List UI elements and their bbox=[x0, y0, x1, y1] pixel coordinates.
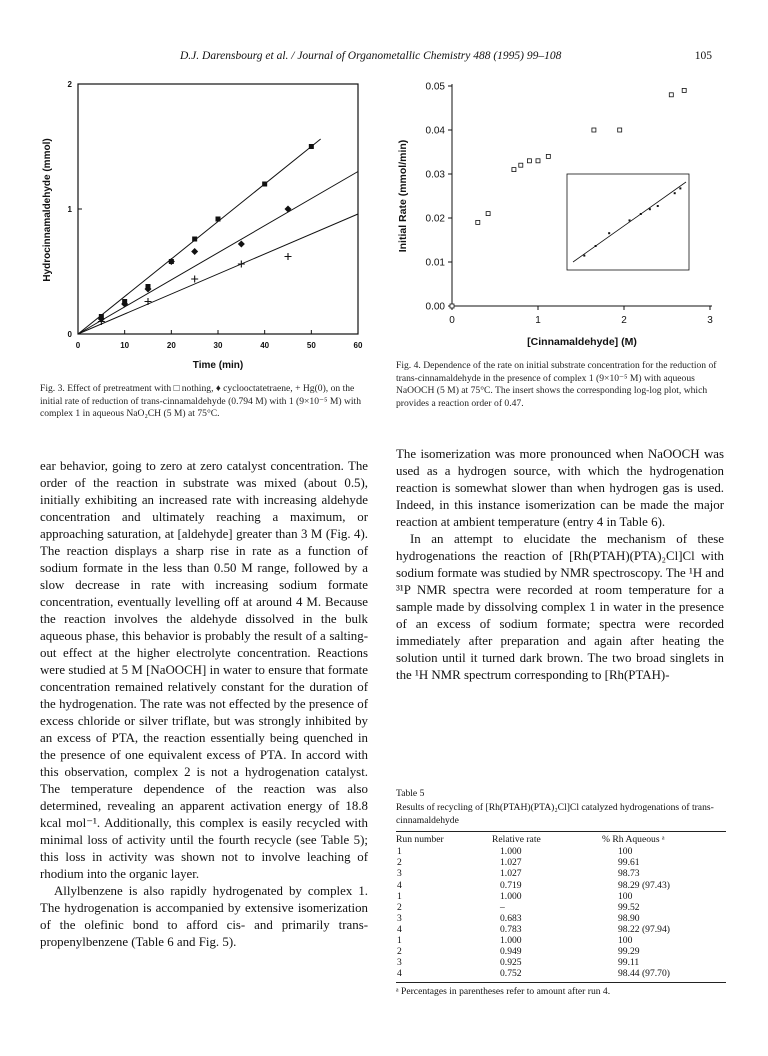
cell-rate: 1.000 bbox=[500, 934, 522, 946]
fig3-ticks bbox=[68, 80, 363, 350]
fig4-xtick-label: 0 bbox=[449, 315, 455, 326]
table-row bbox=[396, 957, 726, 968]
fig4-point bbox=[618, 128, 622, 132]
cell-rh: 99.52 bbox=[618, 901, 640, 913]
fig4-point bbox=[546, 154, 550, 158]
fig3-xtick-label: 0 bbox=[75, 341, 81, 350]
table-row bbox=[396, 880, 726, 891]
fig4-ytick-label: 0.01 bbox=[425, 257, 445, 269]
cell-rate: 0.925 bbox=[500, 957, 522, 969]
table5-col-rate: Relative rate bbox=[492, 833, 541, 845]
fig4-xtick-label: 2 bbox=[621, 315, 627, 326]
table-row bbox=[396, 968, 726, 979]
cell-run: 2 bbox=[397, 901, 402, 913]
fig4-inset-point bbox=[583, 255, 585, 257]
fig3-fit-line-square bbox=[78, 139, 321, 334]
table5-grid bbox=[396, 832, 726, 979]
table-row bbox=[396, 846, 726, 857]
cell-run: 3 bbox=[397, 868, 402, 880]
fig4-point bbox=[512, 168, 516, 172]
cell-rh: 99.61 bbox=[618, 857, 640, 869]
table5-footnote: ᵃ Percentages in parentheses refer to amount after run 4. bbox=[396, 986, 611, 998]
fig4-inset bbox=[567, 174, 689, 270]
cell-run: 1 bbox=[397, 846, 402, 858]
right-paragraph-1: The isomerization was more pronounced when NaOOCH was used as a hydrogen source, with which the hydrogenation reaction is somewhat slower than when hydrogen gas is used. Indeed, in this instance isomerization can be made the major reaction at ambient temperature (entry 4 in Table 6). bbox=[396, 447, 724, 529]
fig3-fit-line-plus bbox=[78, 214, 358, 334]
fig4-inset-point bbox=[657, 205, 659, 207]
fig3-xtick-label: 20 bbox=[166, 341, 176, 350]
cell-run: 3 bbox=[397, 912, 402, 924]
cell-rh: 98.90 bbox=[618, 912, 640, 924]
cell-rate: 1.027 bbox=[500, 857, 522, 869]
cell-run: 1 bbox=[397, 934, 402, 946]
fig3-point-diamond bbox=[191, 248, 198, 255]
fig4-ytick-label: 0.05 bbox=[425, 81, 445, 93]
cell-run: 4 bbox=[397, 968, 402, 980]
fig3-ytick-label: 0 bbox=[67, 330, 72, 339]
fig3-xtick-label: 30 bbox=[213, 341, 223, 350]
fig3-ylabel: Hydrocinnamaldehyde (mmol) bbox=[42, 138, 53, 282]
fig4-xtick-label: 1 bbox=[535, 315, 541, 326]
cell-run: 2 bbox=[397, 857, 402, 869]
fig4-inset-point bbox=[608, 232, 610, 234]
fig3-point-plus bbox=[191, 276, 198, 283]
cell-rh: 98.22 (97.94) bbox=[618, 923, 670, 935]
cell-rate: 0.949 bbox=[500, 946, 522, 958]
left-paragraph-2: Allylbenzene is also rapidly hydrogenated by complex 1. The hydrogenation is accompanied by extensive isomerization of the olefinic bond to afford cis- and primarily trans-propenylbenzene (Table 6 and Fig. 5). bbox=[40, 884, 368, 949]
fig3-xtick-label: 10 bbox=[120, 341, 130, 350]
fig4-point bbox=[669, 93, 673, 97]
fig4-point bbox=[519, 163, 523, 167]
fig3-point-diamond bbox=[238, 241, 245, 248]
cell-rh: 99.29 bbox=[618, 946, 640, 958]
table-row bbox=[396, 946, 726, 957]
cell-rh: 99.11 bbox=[618, 957, 640, 969]
cell-run: 4 bbox=[397, 879, 402, 891]
fig4-inset-point bbox=[679, 187, 681, 189]
fig4-inset-point bbox=[629, 219, 631, 221]
fig4-point bbox=[592, 128, 596, 132]
right-paragraph-2: In an attempt to elucidate the mechanism of these hydrogenations the reaction of [Rh(PTAH)(PTA)₂Cl]Cl with sodium formate was studied by NMR spectroscopy. The ¹H and ³¹P NMR spectra were recorded at room temperature for a sample made by dissolving complex 1 in water in the presence of an excess of sodium formate; spectra were recorded immediately after preparation and again after heating the solution until it turned dark brown. The two broad singlets in the ¹H NMR spectrum corresponding to [Rh(PTAH)- bbox=[396, 532, 724, 682]
fig4-point bbox=[476, 220, 480, 224]
fig4-ylabel: Initial Rate (mmol/min) bbox=[397, 139, 409, 253]
right-column-text bbox=[396, 446, 724, 684]
fig4-inset-point bbox=[674, 192, 676, 194]
table-row bbox=[396, 924, 726, 935]
fig4-ytick-label: 0.04 bbox=[425, 125, 445, 137]
table-row bbox=[396, 857, 726, 868]
cell-rate: 0.783 bbox=[500, 923, 522, 935]
fig4-inset-point bbox=[595, 245, 597, 247]
table5-label: Table 5 bbox=[396, 788, 425, 799]
cell-rate: 0.683 bbox=[500, 912, 522, 924]
cell-run: 1 bbox=[397, 890, 402, 902]
fig3-point-plus bbox=[145, 298, 152, 305]
cell-rh: 98.29 (97.43) bbox=[618, 879, 670, 891]
left-paragraph-1: ear behavior, going to zero at zero catalyst concentration. The order of the reaction in substrate was mixed (about 0.5), initially exhibiting an increased rate with increasing aldehyde concentration and ultimately reaching a maximum, or approaching saturation, at [aldehyde] greater than 3 M (Fig. 4). The reaction displays a sharp rise in rate as a function of sodium formate in the less than 0.50 M range, followed by a slow decrease in rate with increasing sodium formate concentration, eventually levelling off at around 4 M. Because the reaction involves the aldehyde dissolved in the bulk aqueous phase, this behavior is probably the result of a salting-out effect at the higher electrolyte concentration. Reactions were studied at 5 M [NaOOCH] in water to ensure that formate concentration remained relatively constant for the duration of the hydrogenation. The rate was not effected by the presence of excess chloride or silver triflate, but was strongly inhibited by an excess of PTA, the reaction essentially being quenched in the presence of one equivalent excess of PTA. In accord with this observation, complex 2 is not a hydrogenation catalyst. The temperature dependence of the reaction was also determined, revealing an apparent activation energy of 18.8 kcal mol⁻¹. Additionally, this complex is easily recycled with minimal loss of activity until the fourth recycle (see Table 5); this loss in activity was shown not to involve leaching of rhodium into the organic layer. bbox=[40, 459, 368, 881]
fig3-point-square bbox=[192, 237, 197, 242]
figure3-caption: Fig. 3. Effect of pretreatment with □ nothing, ♦ cyclooctatetraene, + Hg(0), on the initial rate of reduction of trans-cinnamaldehyde (0.794 M) with 1 (9×10⁻⁵ M) with complex 1 in aqueous NaO₂CH (5 M) at 75°C. bbox=[40, 383, 362, 420]
fig3-xlabel: Time (min) bbox=[192, 360, 244, 371]
figure4-chart bbox=[392, 74, 722, 359]
page-number: 105 bbox=[694, 50, 712, 62]
fig3-ytick-label: 1 bbox=[67, 205, 72, 214]
fig4-inset-point bbox=[640, 213, 642, 215]
fig3-xtick-label: 40 bbox=[260, 341, 270, 350]
cell-rate: 1.000 bbox=[500, 846, 522, 858]
fig4-point bbox=[450, 304, 454, 308]
table-row bbox=[396, 935, 726, 946]
cell-rate: 0.719 bbox=[500, 879, 522, 891]
table5-body bbox=[396, 846, 726, 979]
cell-rh: 98.73 bbox=[618, 868, 640, 880]
fig4-point bbox=[682, 88, 686, 92]
cell-run: 2 bbox=[397, 946, 402, 958]
fig4-xtick-label: 3 bbox=[707, 315, 713, 326]
left-column-text bbox=[40, 458, 368, 951]
fig3-fit-line-diamond bbox=[78, 172, 358, 335]
fig4-point bbox=[536, 159, 540, 163]
fig3-ytick-label: 2 bbox=[67, 80, 72, 89]
cell-rate: – bbox=[500, 901, 505, 913]
fig4-ytick-label: 0.02 bbox=[425, 213, 445, 225]
table5-col-rh: % Rh Aqueous ᵃ bbox=[602, 833, 665, 845]
fig4-point bbox=[486, 212, 490, 216]
fig3-point-square bbox=[309, 144, 314, 149]
fig4-point bbox=[527, 159, 531, 163]
fig3-xtick-label: 60 bbox=[353, 341, 363, 350]
table5-col-run: Run number bbox=[396, 833, 444, 845]
fig3-point-diamond bbox=[285, 206, 292, 213]
fig4-xlabel: [Cinnamaldehyde] (M) bbox=[527, 336, 637, 348]
figure3-chart bbox=[40, 70, 370, 380]
fig3-point-square bbox=[262, 182, 267, 187]
cell-run: 4 bbox=[397, 923, 402, 935]
table5 bbox=[396, 788, 726, 997]
table5-header-row bbox=[396, 832, 726, 846]
cell-run: 3 bbox=[397, 957, 402, 969]
cell-rh: 100 bbox=[618, 846, 633, 858]
fig4-inset-point bbox=[649, 208, 651, 210]
table-row bbox=[396, 902, 726, 913]
cell-rate: 0.752 bbox=[500, 968, 522, 980]
fig3-point-plus bbox=[285, 253, 292, 260]
fig3-point-plus bbox=[238, 261, 245, 268]
figure4-caption: Fig. 4. Dependence of the rate on initial substrate concentration for the reduction of trans-cinnamaldehyde in the presence of complex 1 (9×10⁻⁵ M) with aqueous NaOOCH (5 M) at 75°C. The insert shows the corresponding log-log plot, which provides a reaction order of 0.47. bbox=[396, 360, 717, 409]
running-head: D.J. Darensbourg et al. / Journal of Organometallic Chemistry 488 (1995) 99–108 bbox=[180, 50, 562, 62]
cell-rh: 100 bbox=[618, 890, 633, 902]
table-row bbox=[396, 891, 726, 902]
fig4-ytick-label: 0.03 bbox=[425, 169, 445, 181]
fig3-xtick-label: 50 bbox=[306, 341, 316, 350]
fig3-frame bbox=[78, 84, 358, 334]
table5-title: Results of recycling of [Rh(PTAH)(PTA)₂Cl]Cl catalyzed hydrogenations of trans-cinnamaldehyde bbox=[396, 802, 714, 826]
fig3-series bbox=[78, 139, 358, 334]
fig4-ytick-label: 0.00 bbox=[425, 301, 445, 313]
cell-rate: 1.027 bbox=[500, 868, 522, 880]
fig3-point-square bbox=[216, 217, 221, 222]
cell-rh: 100 bbox=[618, 934, 633, 946]
table-row bbox=[396, 868, 726, 879]
cell-rate: 1.000 bbox=[500, 890, 522, 902]
cell-rh: 98.44 (97.70) bbox=[618, 968, 670, 980]
table-row bbox=[396, 913, 726, 924]
